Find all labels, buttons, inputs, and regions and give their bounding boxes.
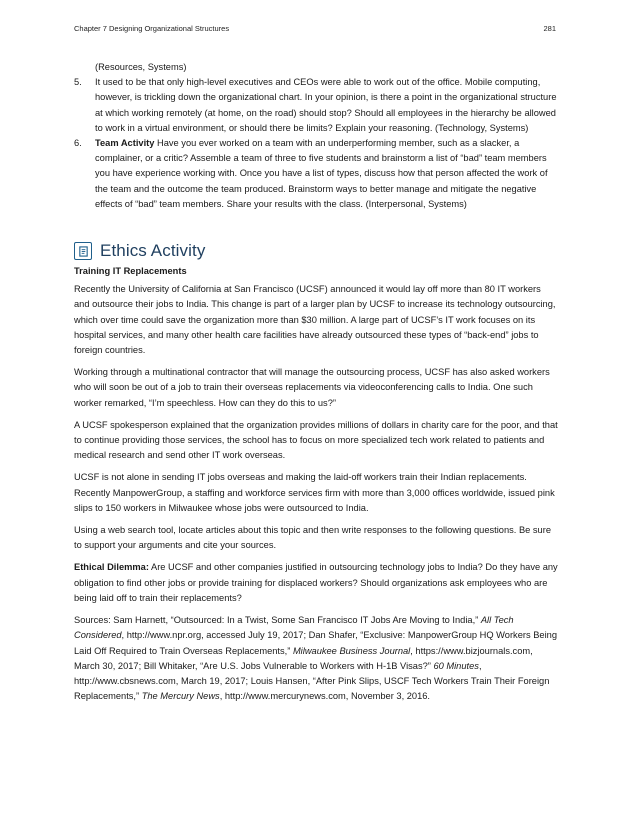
- source-publication: 60 Minutes: [433, 660, 479, 671]
- source-text: , https://www.bizjournals.com, March 30, 2017; Bill Whitaker, “Are U.S. Jobs Vulnerable to Workers with H-1B Visas?”: [74, 645, 533, 671]
- question-text: Have you ever worked on a team with an underperforming member, such as a slacker, a complainer, or a critic? Assemble a team of three to five students and brainstorm a list of “bad” team members you have experience working with. Once you have a list of types, discuss how that person affected the work of the team and the outcome the team produced. Brainstorm ways to better manage and mitigate the negative effects of “bad” team members. Share your results with the class. (Interpersonal, Systems): [95, 138, 548, 209]
- question-number: 6.: [74, 138, 82, 149]
- source-publication: Milwaukee Business Journal: [292, 645, 411, 656]
- source-text: , http://www.npr.org, accessed July 19, 2017; Dan Shafer, “Exclusive: ManpowerGroup HQ Workers Being Laid Off Required to Train Overseas Replacements,”: [74, 630, 557, 656]
- ethical-dilemma: [74, 560, 558, 606]
- sources: [74, 613, 558, 704]
- question-item-5: [74, 75, 558, 136]
- ethical-dilemma-text: Are UCSF and other companies justified in outsourcing technology jobs to India? Do they have any obligation to find other jobs or provide training for displaced workers? Should organizations ask employees who are being laid off to train their replacements?: [74, 562, 558, 603]
- source-text: , http://www.cbsnews.com, March 19, 2017; Louis Hansen, “After Pink Slips, USCF Tech Workers Train Their Foreign Replacements,”: [74, 660, 550, 702]
- question-number: 5.: [74, 77, 82, 88]
- ethics-paragraph: A UCSF spokesperson explained that the organization provides millions of dollars in charity care for the poor, and that to continue providing those services, the school has to focus on more specialized tech work related to patients and medical research and send other IT work overseas.: [74, 419, 558, 461]
- document-icon: [78, 246, 89, 257]
- page-content: [74, 60, 558, 711]
- ethics-paragraph: Working through a multinational contractor that will manage the outsourcing process, UCSF has also asked workers who will soon be out of a job to train their overseas replacements via videoconferencing calls to India. One such worker remarked, “I’m speechless. How can they do this to us?”: [74, 367, 550, 408]
- source-text: Sources: Sam Harnett, “Outsourced: In a Twist, Some San Francisco IT Jobs Are Moving to India,”: [74, 615, 481, 626]
- ethics-activity-icon: [74, 242, 92, 260]
- question-text: It used to be that only high-level executives and CEOs were able to work out of the office. Mobile computing, however, is trickling down the organizational chart. In your opinion, is there a point in the organizational structure at which working remotely (at home, on the road) should stop? Should all employees in the hierarchy be allowed to work in a virtual environment, or should there be limits? Explain your reasoning. (Technology, Systems): [95, 77, 557, 133]
- previous-question-tail: (Resources, Systems): [95, 62, 187, 72]
- question-list: [74, 75, 558, 212]
- page-number: 281: [543, 24, 556, 33]
- question-lead: Team Activity: [95, 138, 155, 149]
- question-item-6: [74, 136, 558, 212]
- source-publication: The Mercury News: [141, 691, 220, 702]
- ethics-subtitle: Training IT Replacements: [74, 266, 187, 277]
- source-publication: All Tech Considered: [74, 615, 514, 641]
- source-text: , http://www.mercurynews.com, November 3, 2016.: [219, 691, 431, 702]
- page-header: [74, 24, 556, 33]
- ethics-paragraph: Using a web search tool, locate articles about this topic and then write responses to the following questions. Be sure to support your arguments and cite your sources.: [74, 525, 551, 551]
- ethics-activity-title: Ethics Activity: [100, 241, 206, 261]
- ethics-paragraph: UCSF is not alone in sending IT jobs overseas and making the laid-off workers train their Indian replacements. Recently ManpowerGroup, a staffing and workforce services firm with more than 3,000 offices worldwide, issued pink slips to 150 workers in Milwaukee whose jobs were outsourced to India.: [74, 472, 555, 513]
- ethics-activity-header: [74, 242, 558, 260]
- ethics-paragraph: Recently the University of California at San Francisco (UCSF) announced it would lay off more than 80 IT workers and outsource their jobs to India. This change is part of a larger plan by UCSF to increase its technology outsourcing, which over time could save the organization more than $30 million. A large part of UCSF’s IT work focuses on its hospital services, and many other health care facilities have already outsourced these types of “back-end” jobs to foreign countries.: [74, 284, 556, 356]
- ethical-dilemma-label: Ethical Dilemma:: [74, 562, 149, 573]
- question-text-wrapper: [95, 136, 558, 212]
- chapter-title: Chapter 7 Designing Organizational Structures: [74, 24, 230, 33]
